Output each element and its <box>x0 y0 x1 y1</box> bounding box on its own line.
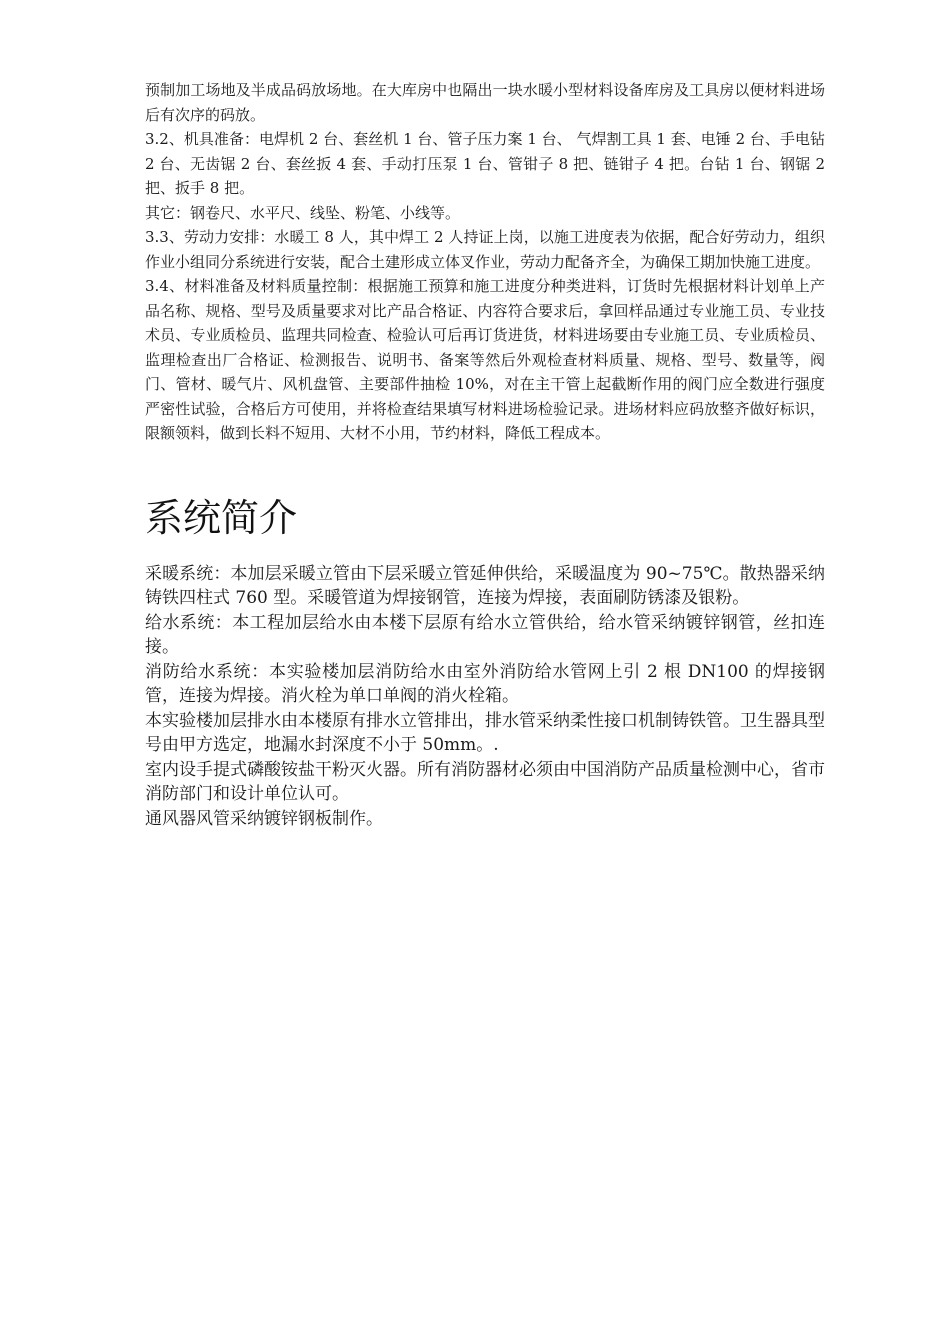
section-heading: 系统简介 <box>145 495 298 540</box>
preparation-section <box>145 78 825 446</box>
paragraph-drainage-system: 本实验楼加层排水由本楼原有排水立管排出，排水管采纳柔性接口机制铸铁管。卫生器具型号由甲方选定，地漏水封深度不小于 50mm。. <box>145 710 825 755</box>
paragraph-labor-arrangement: 3.3、劳动力安排：水暖工 8 人，其中焊工 2 人持证上岗，以施工进度表为依据，配合好劳动力，组织作业小组同分系统进行安装，配合土建形成立体叉作业，劳动力配备齐全，为确保工期加快施工进度。 <box>145 228 825 271</box>
paragraph-fire-extinguisher: 室内设手提式磷酸铵盐干粉灭火器。所有消防器材必须由中国消防产品质量检测中心，省市消防部门和设计单位认可。 <box>145 759 825 804</box>
paragraph-material-quality: 3.4、材料准备及材料质量控制：根据施工预算和施工进度分种类进料，订货时先根据材料计划单上产品名称、规格、型号及质量要求对比产品合格证、内容符合要求后，拿回样品通过专业施工员、专业技术员、专业质检员、监理共同检查、检验认可后再订货进货，材料进场要由专业施工员、专业质检员、监理检查出厂合格证、检测报告、说明书、备案等然后外观检查材料质量、规格、型号、数量等，阀门、管材、暖气片、风机盘管、主要部件抽检 10%，对在主干管上起截断作用的阀门应全数进行强度严密性试验，合格后方可使用，并将检查结果填写材料进场检验记录。进场材料应码放整齐做好标识，限额领料，做到长料不短用、大材不小用，节约材料，降低工程成本。 <box>145 277 825 442</box>
system-overview-section <box>145 562 825 832</box>
paragraph-site-preparation: 预制加工场地及半成品码放场地。在大库房中也隔出一块水暖小型材料设备库房及工具房以便材料进场后有次序的码放。 <box>145 81 825 124</box>
paragraph-other-tools: 其它：钢卷尺、水平尺、线坠、粉笔、小线等。 <box>145 203 461 222</box>
document-page <box>145 78 825 831</box>
paragraph-equipment-preparation: 3.2、机具准备：电焊机 2 台、套丝机 1 台、管子压力案 1 台、 气焊割工具 1 套、电锤 2 台、手电钻 2 台、无齿锯 2 台、套丝扳 4 套、手动打压泵 1 台、管钳子 8 把、链钳子 4 把。台钻 1 台、钢锯 2 把、扳手 8 把。 <box>145 130 825 197</box>
paragraph-fire-water-system: 消防给水系统：本实验楼加层消防给水由室外消防给水管网上引 2 根 DN100 的焊接钢管，连接为焊接。消火栓为单口单阀的消火栓箱。 <box>145 661 825 706</box>
paragraph-heating-system: 采暖系统：本加层采暖立管由下层采暖立管延伸供给，采暖温度为 90~75℃。散热器采纳铸铁四柱式 760 型。采暖管道为焊接钢管，连接为焊接，表面刷防锈漆及银粉。 <box>145 563 825 608</box>
paragraph-ventilation-duct: 通风器风管采纳镀锌钢板制作。 <box>145 808 383 829</box>
paragraph-water-supply-system: 给水系统：本工程加层给水由本楼下层原有给水立管供给，给水管采纳镀锌钢管，丝扣连接。 <box>145 612 825 657</box>
